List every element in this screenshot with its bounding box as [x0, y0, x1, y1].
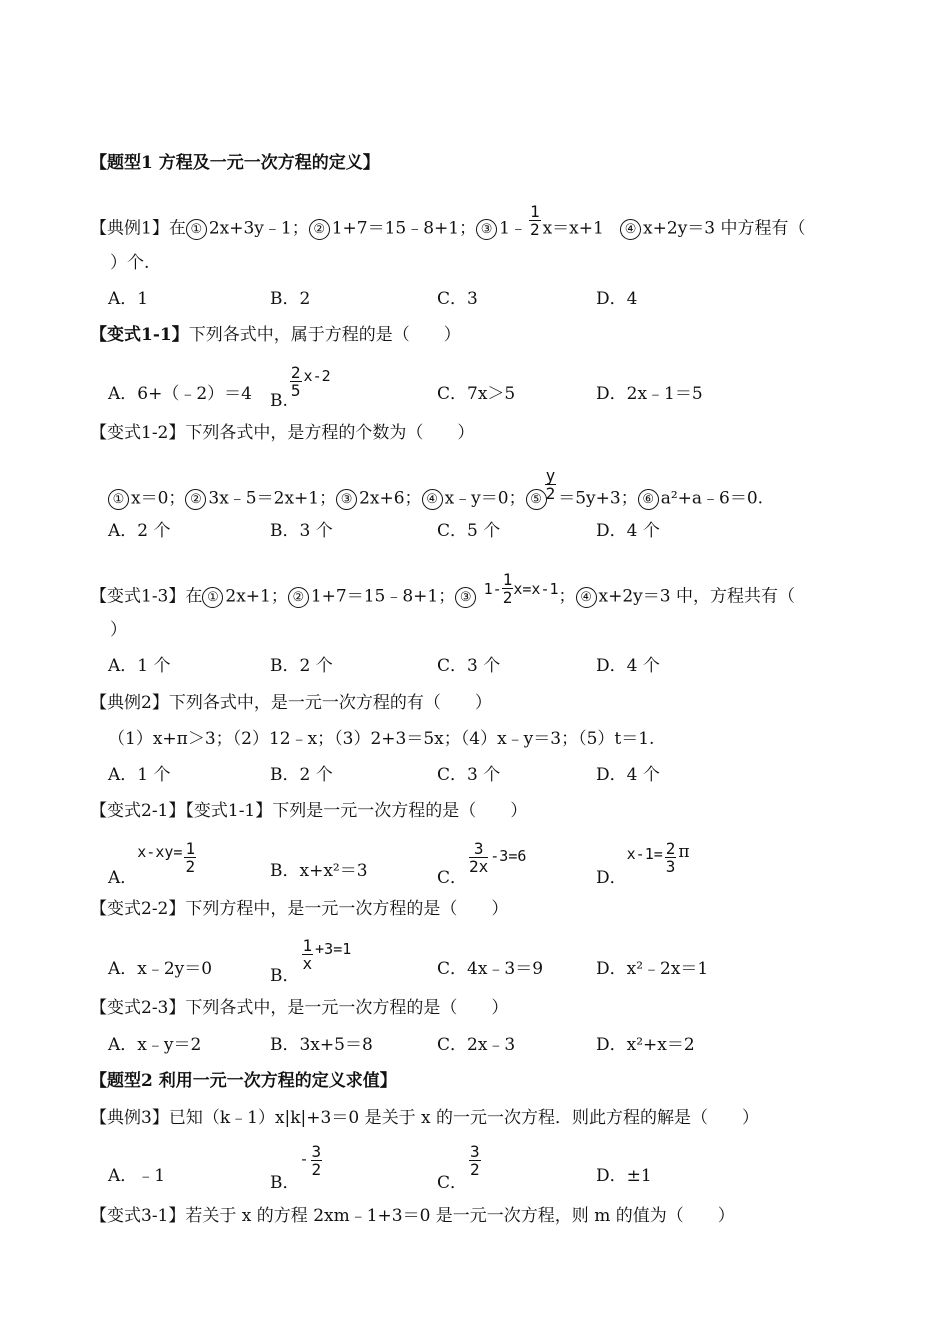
- option-b: B．2 个: [270, 765, 333, 785]
- question-tag: 【变式2-1】【变式1-1】: [90, 801, 273, 821]
- expression: ＝5y+3；: [558, 488, 638, 509]
- fraction: $\frac{2}{3}$: [665, 839, 676, 876]
- option-d: D．4: [596, 289, 638, 309]
- question-ex2-line: [90, 692, 492, 714]
- question-tag: 【变式1-2】: [90, 423, 186, 443]
- minus-sign: -: [299, 1149, 309, 1168]
- fraction: $\frac{3}{2x}$: [469, 839, 489, 876]
- question-stem: 下列方程中，是一元一次方程的是（ ）: [185, 899, 509, 919]
- circled-number: ①: [202, 587, 223, 608]
- option-c: [437, 839, 527, 888]
- expression: x﹣y＝0；: [444, 488, 526, 509]
- option-a: A．1 个: [108, 765, 171, 785]
- option-a: A．x﹣2y＝0: [108, 959, 213, 979]
- expression: 2x+3y﹣1；: [208, 218, 309, 239]
- option-a: A．6+（﹣2）＝4: [108, 384, 252, 404]
- option-c: C．3: [437, 289, 478, 309]
- expression: x-2: [303, 366, 331, 385]
- question-stem: 下列是一元一次方程的是（ ）: [272, 801, 528, 821]
- question-tag: 【变式1-3】: [90, 586, 186, 607]
- circled-number: ③: [476, 219, 497, 240]
- option-a: A．1: [108, 289, 149, 309]
- option-d: D．x²+x＝2: [596, 1035, 695, 1055]
- option-label: B.: [270, 390, 288, 411]
- option-b: [270, 1142, 324, 1193]
- option-c: C．2x﹣3: [437, 1035, 516, 1055]
- circled-number: ④: [620, 219, 641, 240]
- question-v13-line: [90, 570, 795, 615]
- fraction: $\frac{2}{5}$: [290, 363, 301, 400]
- expression: 1-: [483, 579, 502, 598]
- option-c: C．4x﹣3＝9: [437, 959, 544, 979]
- option-d: [596, 839, 690, 888]
- option-label: C．: [437, 1172, 468, 1193]
- option-label: C．: [437, 867, 468, 888]
- option-c: C．3 个: [437, 765, 501, 785]
- option-c: C．5 个: [437, 521, 501, 541]
- question-stem: 已知（k﹣1）x|k|+3＝0 是关于 x 的一元一次方程．则此方程的解是（ ）: [168, 1108, 759, 1128]
- question-v12-line: [90, 422, 474, 444]
- expression-list: （1）x+π＞3；（2）12﹣x；（3）2+3＝5x；（4）x﹣y＝3；（5）t＝1.: [108, 729, 655, 749]
- option-b: B．x+x²＝3: [270, 861, 368, 881]
- option-c: C．7x＞5: [437, 384, 516, 404]
- option-d: D．4 个: [596, 656, 660, 676]
- section-heading-2: 【题型2 利用一元一次方程的定义求值】: [90, 1071, 397, 1091]
- circled-number: ②: [309, 219, 330, 240]
- option-c: C．3 个: [437, 656, 501, 676]
- fraction: $\frac{1}{2}$: [185, 839, 196, 876]
- option-label: D．: [596, 867, 627, 888]
- fraction: $\frac{1}{2}$: [529, 202, 540, 239]
- expression: x+2y＝3 中方程有（: [643, 218, 806, 239]
- question-stem: 下列各式中，是方程的个数为（ ）: [185, 423, 475, 443]
- expression-list: [108, 466, 764, 517]
- option-b: [270, 363, 331, 411]
- question-tag: 【变式2-3】: [90, 998, 186, 1018]
- circled-number: ④: [422, 489, 443, 510]
- circled-number: ⑥: [638, 489, 659, 510]
- question-v22-line: [90, 898, 508, 920]
- fraction: $\frac{1}{x}$: [302, 936, 313, 973]
- question-tag: 【典例2】: [90, 693, 169, 713]
- expression: 2x+6；: [359, 488, 422, 509]
- option-label: B．: [270, 1172, 300, 1193]
- fraction: $\frac{y}{2}$: [545, 466, 556, 503]
- option-a: [108, 839, 198, 888]
- option-b: B．2 个: [270, 656, 333, 676]
- question-continuation: ）个.: [110, 253, 150, 273]
- option-a: A．2 个: [108, 521, 171, 541]
- expression: 1+7＝15﹣8+1；: [310, 586, 456, 607]
- question-tag: 【典例1】: [90, 218, 169, 239]
- question-ex1-line: [90, 202, 806, 247]
- expression: x+2y＝3 中，方程共有（: [598, 586, 795, 607]
- option-a: A．﹣1: [108, 1166, 166, 1186]
- expression: 2x+1；: [225, 586, 288, 607]
- option-label: A．: [108, 867, 138, 888]
- question-v11-line: [90, 324, 461, 346]
- question-text: 在: [185, 586, 203, 607]
- question-stem: 下列各式中，属于方程的是（ ）: [188, 325, 461, 345]
- circled-number: ①: [108, 489, 129, 510]
- option-d: D．x²﹣2x＝1: [596, 959, 709, 979]
- option-d: D．2x﹣1＝5: [596, 384, 703, 404]
- question-v21-line: [90, 800, 527, 822]
- option-label: B．: [270, 965, 300, 986]
- expression: -3=6: [490, 846, 527, 865]
- question-v23-line: [90, 997, 508, 1019]
- question-stem: 下列各式中，是一元一次方程的是（ ）: [185, 998, 509, 1018]
- question-continuation: ）: [110, 620, 127, 640]
- question-text: 在: [168, 218, 186, 239]
- option-d: D．±1: [596, 1166, 652, 1186]
- circled-number: ③: [336, 489, 357, 510]
- expression: 3x﹣5＝2x+1；: [208, 488, 337, 509]
- option-d: D．4 个: [596, 765, 660, 785]
- expression: x＝0；: [131, 488, 186, 509]
- expression: 1+7＝15﹣8+1；: [331, 218, 477, 239]
- expression: x=x-1: [513, 579, 559, 598]
- option-a: A．x﹣y＝2: [108, 1035, 202, 1055]
- question-tag: 【变式2-2】: [90, 899, 186, 919]
- expression: x-1=: [626, 844, 663, 863]
- circled-number: ②: [288, 587, 309, 608]
- question-tag: 【变式1-1】: [90, 325, 189, 345]
- option-c: [437, 1142, 483, 1193]
- question-tag: 【变式3-1】: [90, 1206, 186, 1226]
- question-ex3-line: [90, 1107, 759, 1129]
- expression: x＝x+1: [542, 218, 604, 239]
- expression: 1﹣: [499, 218, 527, 239]
- question-stem: 下列各式中，是一元一次方程的有（ ）: [168, 693, 492, 713]
- fraction: $\frac{3}{2}$: [470, 1142, 480, 1179]
- expression: x-xy=: [137, 842, 183, 861]
- option-b: [270, 936, 352, 986]
- fraction: $\frac{1}{2}$: [502, 570, 513, 607]
- circled-number: ④: [576, 587, 597, 608]
- option-d: D．4 个: [596, 521, 660, 541]
- expression: +3=1: [315, 939, 352, 958]
- fraction: $\frac{3}{2}$: [311, 1142, 322, 1179]
- circled-number: ②: [185, 489, 206, 510]
- expression: π: [678, 841, 690, 862]
- circled-number: ③: [455, 587, 476, 608]
- question-tag: 【典例3】: [90, 1108, 169, 1128]
- question-v31-line: [90, 1205, 735, 1227]
- section-heading-1: 【题型1 方程及一元一次方程的定义】: [90, 153, 380, 173]
- expression: a²+a﹣6＝0.: [660, 488, 764, 509]
- circled-number: ①: [186, 219, 207, 240]
- option-b: B．3 个: [270, 521, 333, 541]
- option-b: B．2: [270, 289, 311, 309]
- question-stem: 若关于 x 的方程 2xm﹣1+3＝0 是一元一次方程，则 m 的值为（ ）: [185, 1206, 735, 1226]
- option-a: A．1 个: [108, 656, 171, 676]
- option-b: B．3x+5＝8: [270, 1035, 373, 1055]
- circled-number: ⑤: [526, 489, 547, 510]
- expression: ；: [558, 586, 576, 607]
